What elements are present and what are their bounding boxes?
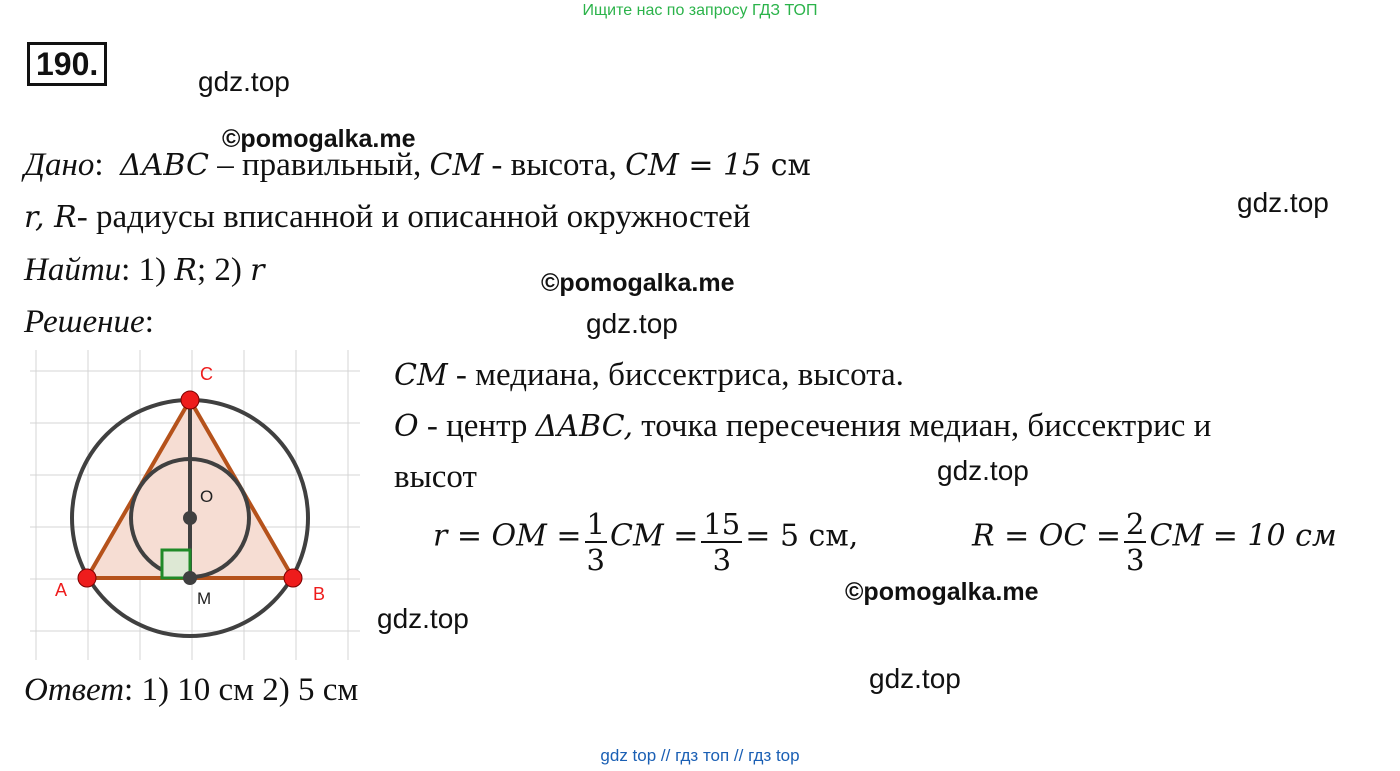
radii-vars: r, R [24, 200, 77, 235]
fraction-denominator: 3 [586, 543, 605, 577]
answer-text: : 1) 10 см 2) 5 см [124, 672, 359, 708]
watermark-gdz: gdz.top [198, 66, 290, 97]
label-b: B [313, 584, 326, 604]
top-banner: Ищите нас по запросу ГДЗ ТОП [582, 2, 818, 19]
solution-line-2 [394, 408, 1211, 445]
formula-cm: CM = [610, 518, 699, 554]
solution-line-1 [394, 357, 904, 394]
label-a: A [55, 580, 68, 600]
point-m [183, 571, 197, 585]
watermark-pomogalka: ©pomogalka.me [541, 269, 735, 297]
fraction-denominator: 3 [712, 543, 732, 577]
label-o: O [200, 487, 214, 506]
fraction-numerator: 2 [1126, 507, 1145, 541]
find-text-1: : 1) [121, 252, 175, 288]
watermark-pomogalka: ©pomogalka.me [845, 578, 1039, 606]
task-number: 190. [27, 42, 107, 86]
formula-R [972, 507, 1337, 577]
sol-line2-text-1: - центр [418, 408, 536, 444]
cm-var: CM [429, 148, 484, 183]
given-label: Дано [24, 147, 95, 183]
label-m: M [197, 589, 212, 608]
solution-line-3: высот [394, 459, 477, 495]
radii-text: - радиусы вписанной и описанной окружностей [76, 199, 751, 235]
solution-colon: : [144, 304, 154, 340]
cm-equation: CM = 15 [625, 148, 762, 183]
formula-R-result: CM = 10 см [1149, 518, 1337, 554]
point-a [78, 569, 96, 587]
footer-links[interactable]: gdz top // гдз топ // гдз top [600, 746, 800, 765]
solution-label: Решение [24, 304, 145, 340]
find-line [24, 252, 264, 289]
sol-o-var: O [394, 409, 419, 444]
sol-cm-var: CM [394, 358, 448, 393]
given-line [24, 147, 811, 184]
fraction-one-third [585, 507, 607, 577]
answer-line [24, 672, 358, 709]
sol-triangle: ΔABC, [535, 409, 633, 444]
watermark-gdz: gdz.top [937, 455, 1029, 486]
formula-r [433, 507, 858, 577]
radii-line [24, 199, 750, 236]
sol-line2-text-2: точка пересечения медиан, биссектрис и [633, 408, 1212, 444]
fraction-numerator: 15 [703, 507, 741, 541]
given-text-2: - высота, [483, 147, 626, 183]
given-text-1: – правильный, [208, 147, 430, 183]
formula-r-result: = 5 см, [745, 518, 859, 554]
watermark-gdz: gdz.top [377, 603, 469, 634]
point-b [284, 569, 302, 587]
watermark-gdz: gdz.top [1237, 187, 1329, 218]
find-text-2: ; 2) [196, 252, 251, 288]
point-c [181, 391, 199, 409]
find-r: r [250, 253, 265, 288]
fraction-denominator: 3 [1126, 543, 1145, 577]
watermark-gdz: gdz.top [586, 308, 678, 339]
solution-heading [24, 304, 154, 341]
formula-r-left: r = OM = [433, 518, 582, 554]
point-o [183, 511, 197, 525]
answer-label: Ответ [24, 672, 125, 708]
fraction-numerator: 1 [586, 507, 605, 541]
formula-R-left: R = OC = [972, 518, 1122, 554]
fraction-fifteen-thirds [701, 507, 742, 577]
find-R: R [174, 253, 197, 288]
find-label: Найти [24, 252, 122, 288]
fraction-two-thirds [1124, 507, 1146, 577]
watermark-pomogalka: ©pomogalka.me [222, 125, 416, 153]
triangle-abc: ΔABC [120, 148, 209, 183]
sol-line1-text: - медиана, биссектриса, высота. [447, 357, 904, 393]
geometry-figure [30, 350, 360, 660]
watermark-gdz: gdz.top [869, 663, 961, 694]
given-colon: : [94, 147, 104, 183]
given-unit: см [761, 148, 811, 183]
label-c: C [200, 364, 213, 384]
